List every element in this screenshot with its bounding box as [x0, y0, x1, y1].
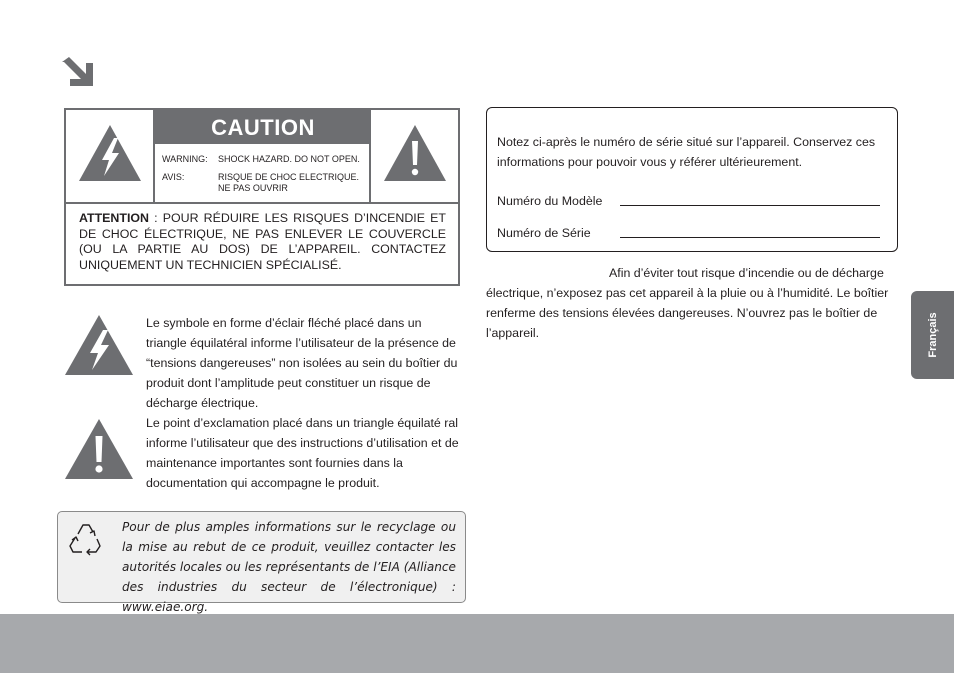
serial-number-box	[486, 107, 898, 252]
caution-label-panel	[155, 110, 371, 202]
exclamation-triangle-icon	[64, 418, 134, 480]
recycle-note-box	[57, 511, 466, 614]
caution-header	[66, 110, 458, 204]
warning-key: WARNING:	[162, 154, 208, 164]
attention-body: : POUR RÉDUIRE LES RISQUES D’INCENDIE ET DE CHOC ÉLECTRIQUE, NE PAS ENLEVER LE COUVERCLE (OU LA PARTIE AU DOS) DE L’APPAREIL. CONTACTEZ UNIQUEMENT UN TECHNICIEN SPÉCIALISÉ.	[79, 211, 446, 272]
serial-number-label: Numéro de Série	[497, 226, 591, 240]
exclamation-symbol-description: Le point d’exclamation placé dans un triangle équilaté ral informe l’utilisateur que des instructions d’utilisation et de maintenance importantes sont fournies dans la documentation qui accompagne le produit.	[146, 416, 459, 490]
warning-paragraph-text: Afin d’éviter tout risque d’incendie ou de décharge électrique, n’exposez pas cet appareil à la pluie ou à l’humidité. Le boîtier renferme des tensions élevées dangereuses. N’ouvrez pas le boîtier de l’appareil.	[486, 266, 889, 340]
footer-band	[0, 614, 954, 673]
warning-paragraph	[486, 263, 896, 343]
attention-label: ATTENTION	[79, 211, 149, 225]
lightning-triangle-icon	[64, 314, 134, 376]
lightning-triangle-icon	[78, 124, 142, 182]
avis-value: RISQUE DE CHOC ELECTRIQUE. NE PAS OUVRIR	[218, 172, 360, 193]
recycle-note-text: Pour de plus amples informations sur le recyclage ou la mise au rebut de ce produit, veuillez contacter les autorités locales ou les représentants de l’EIA (Alliance des industries du secteur de l’électronique) : www.eiae.org.	[122, 520, 456, 614]
serial-note-text: Notez ci-après le numéro de série situé sur l’appareil. Conservez ces informations pour pouvoir vous y référer ultérieurement.	[497, 135, 876, 169]
language-tab-label: Français	[926, 312, 939, 358]
avis-key: AVIS:	[162, 172, 185, 182]
arrow-down-right-icon	[60, 57, 94, 87]
exclamation-triangle-icon	[383, 124, 447, 182]
caution-lightning-cell	[66, 110, 155, 202]
serial-number-line	[620, 237, 880, 238]
caution-title: CAUTION	[155, 110, 371, 144]
caution-box	[64, 108, 460, 286]
caution-exclamation-cell	[369, 110, 458, 202]
caution-attention-text	[79, 211, 446, 273]
recycle-icon	[68, 520, 102, 556]
warning-value: SHOCK HAZARD. DO NOT OPEN.	[218, 154, 360, 164]
language-tab	[911, 291, 954, 379]
model-number-line	[620, 205, 880, 206]
lightning-symbol-description: Le symbole en forme d’éclair fléché placé dans un triangle équilatéral informe l’utilisateur de la présence de “tensions dangereuses” non isolées au sein du boîtier du produit dont l’amplitude peut constituer un risque de décharge électrique.	[146, 316, 458, 410]
model-number-label: Numéro du Modèle	[497, 194, 603, 208]
